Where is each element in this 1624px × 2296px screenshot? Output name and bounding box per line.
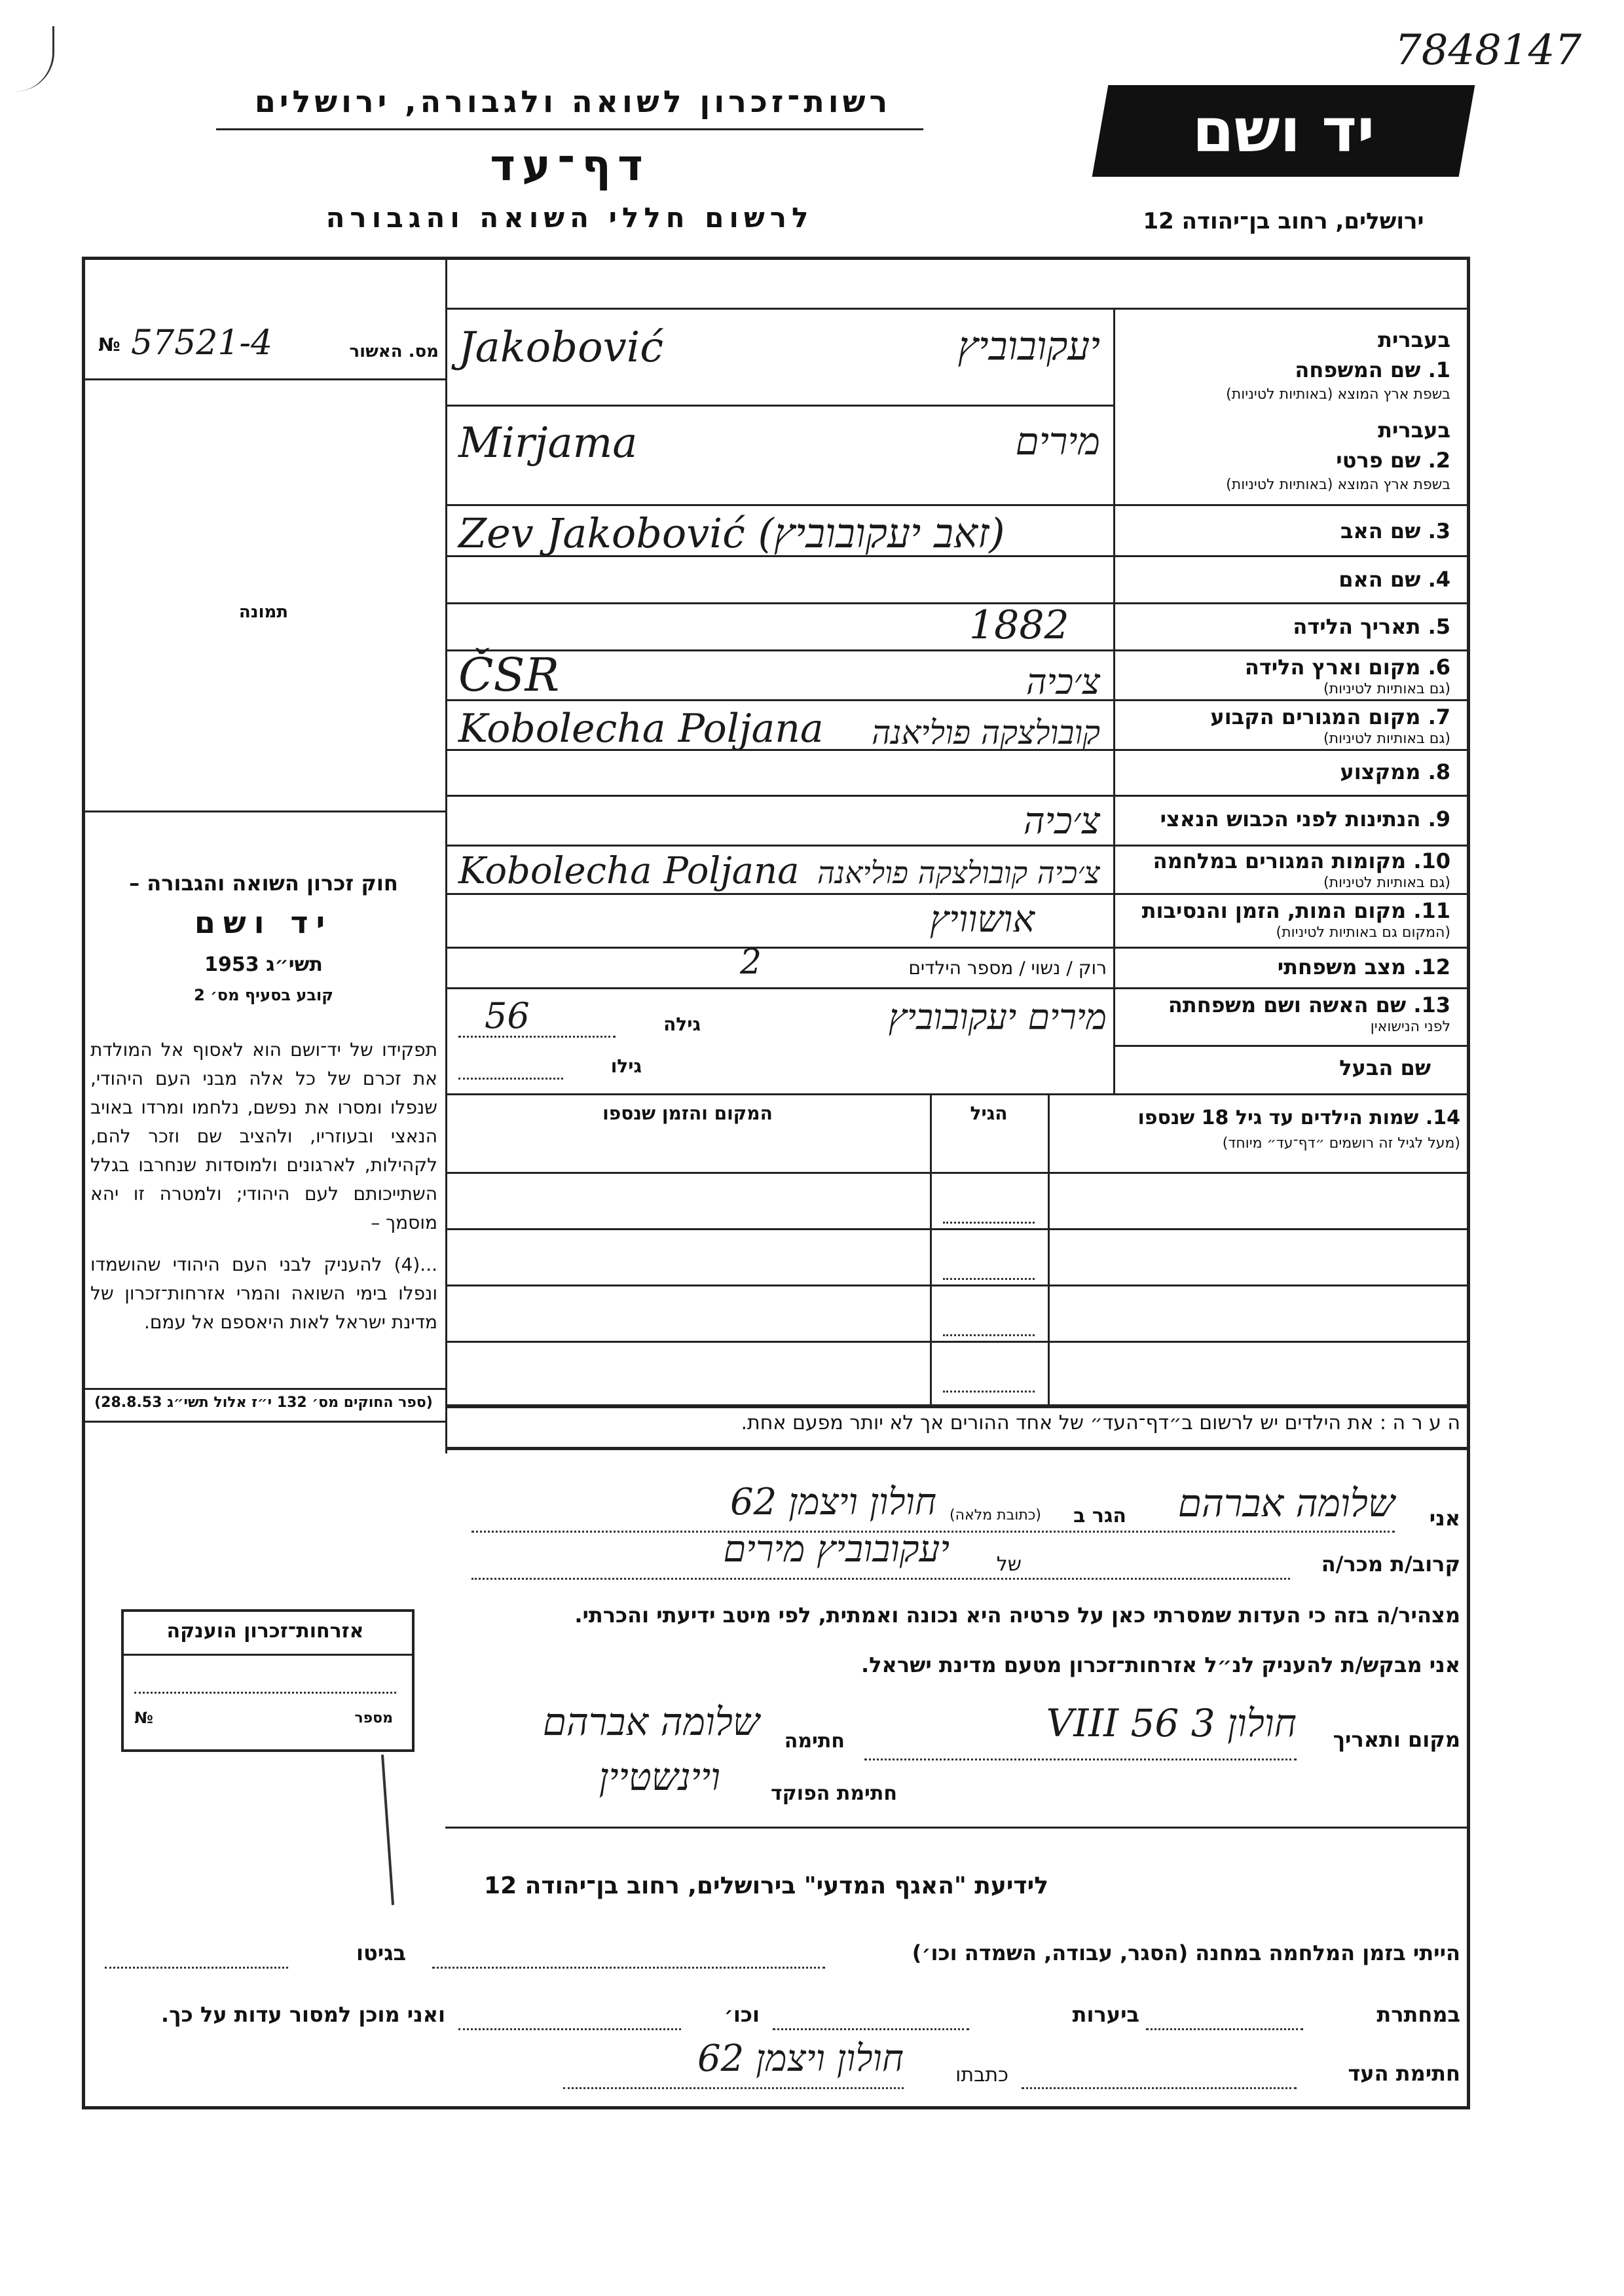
info-line2-c: וכו׳ <box>724 2002 760 2027</box>
law-source: (ספר החוקים מס׳ 132 י״ז אלול תשי״ג 28.8.53) <box>94 1394 433 1411</box>
approval-label: מס. האשור <box>349 342 439 361</box>
field-7-rule <box>445 749 1470 751</box>
law-text-2: ...(4) להעניק לבני העם היהודי שהושמדו ונפלו בימי השואה והמרי אזרחות־זכרון של מדינת ישראל לאות היאספם אל עמם. <box>90 1254 437 1333</box>
header-rule <box>216 128 923 130</box>
children-row-rule-1 <box>445 1172 1470 1174</box>
children-age-dotted-1 <box>943 1222 1035 1224</box>
field-7-sub: (גם באותיות לטיניות) <box>1323 731 1450 747</box>
field-12-value: 2 <box>740 943 762 982</box>
info-line1-dotted-a <box>432 1967 825 1969</box>
field-2-value-hebrew: מירים <box>1015 419 1100 464</box>
logo-text: יד ושם <box>1192 96 1375 166</box>
children-row-rule-4 <box>445 1341 1470 1343</box>
field-2-label: 2. שם פרטי <box>1336 448 1450 473</box>
field-11-rule <box>445 947 1470 949</box>
field-9-value: צ׳כיה <box>1023 800 1100 843</box>
citizenship-box-dotted <box>134 1692 396 1694</box>
field-3-value: Zev Jakobović (זאב יעקובוביץ) <box>458 509 1005 557</box>
field-11-sub: (המקום גם באותיות לטיניות) <box>1276 924 1450 941</box>
field-13-age-label: גילה <box>663 1013 701 1035</box>
decl-relative-value: יעקובוביץ מירים <box>723 1528 950 1571</box>
decl-relative-label: קרוב/ת מכר/ה <box>1321 1552 1460 1576</box>
info-line2-b: ביערות <box>1072 2002 1139 2027</box>
field-3-rule <box>445 555 1470 557</box>
citizenship-box-title: אזרחות־זכרון הוענקה <box>166 1620 364 1643</box>
decl-statement: מצהיר/ה בזה כי העדות שמסרתי כאן על פרטיה היא נכונה ואמתית, לפי מיטב ידיעתי והכרתי. <box>574 1603 1460 1628</box>
decl-full-address-label: (כתובת מלאה) <box>950 1507 1041 1523</box>
decl-residing-label: הגר ב <box>1073 1504 1126 1527</box>
law-year: תשי״ג 1953 <box>204 953 323 976</box>
note-rule <box>445 1447 1470 1450</box>
field-13-label: 13. שם האשה ושם משפחתה <box>1168 993 1450 1017</box>
decl-place-date-value: חולון 3 VIII 56 <box>1046 1701 1297 1745</box>
field-6-value-latin: ČSR <box>458 648 560 702</box>
decl-of-label: של <box>996 1553 1022 1576</box>
info-line2-a: במחתרת <box>1376 2002 1460 2027</box>
info-line1-dotted-b <box>105 1967 288 1969</box>
field-13-age-dotted <box>458 1036 616 1038</box>
info-line1-a: הייתי בזמן המלחמה במחנה (הסגר, עבודה, השמדה וכו׳) <box>912 1941 1460 1965</box>
info-line2-d: ואני מוכן למסור עדות על כך. <box>160 2002 445 2027</box>
decl-bottom-rule <box>445 1827 1470 1829</box>
children-row-rule-2 <box>445 1228 1470 1230</box>
field-8-label: 8. ממקצוע <box>1340 759 1450 784</box>
decl-signature-value: שלומה אברהם <box>542 1700 760 1744</box>
info-line1-b: בגיטו <box>356 1941 406 1965</box>
decl-i-label: אני <box>1429 1506 1460 1531</box>
info-line3-address-label: כתבתו <box>955 2064 1008 2086</box>
info-line3-dotted-b <box>563 2087 904 2089</box>
corner-mark <box>0 26 54 92</box>
decl-clerk-value: ויינשטיין <box>599 1755 720 1799</box>
field-4-label: 4. שם האם <box>1338 567 1450 592</box>
husband-age-dotted <box>458 1078 563 1080</box>
info-line2-dotted-c <box>458 2028 681 2030</box>
field-2-value-latin: Mirjama <box>458 419 638 467</box>
approval-prefix: № <box>98 334 120 355</box>
field-9-label: 9. הנתינות לפני הכבוש הנאצי <box>1160 807 1450 831</box>
top-rule <box>445 308 1470 310</box>
citizenship-number-label: מספר <box>354 1710 393 1726</box>
field-5-rule <box>445 649 1470 651</box>
children-col-place: המקום והזמן שנספו <box>602 1102 773 1124</box>
children-age-dotted-2 <box>943 1278 1035 1280</box>
field-1-rule <box>445 405 1113 407</box>
field-1-sub: בשפת ארץ המוצא (באותיות לטיניות) <box>1226 386 1450 403</box>
field-2-sub: בשפת ארץ המוצא (באותיות לטיניות) <box>1226 477 1450 493</box>
field-1-value-hebrew: יעקובוביץ <box>957 323 1100 369</box>
field-3-label: 3. שם האב <box>1340 519 1450 543</box>
photo-label: תמונה <box>238 602 289 622</box>
field-5-label: 5. תאריך הלידה <box>1293 614 1450 639</box>
info-line3-address-value: חולון ויצמן 62 <box>697 2037 904 2080</box>
field-10-value-latin: Kobolecha Poljana <box>458 850 800 892</box>
field-13-value: מירים יעקובוביץ <box>888 996 1107 1038</box>
husband-label: שם הבעל <box>1339 1055 1431 1080</box>
children-col-age: הגיל <box>970 1102 1008 1124</box>
children-col-divider-2 <box>1048 1093 1050 1404</box>
children-row-rule-3 <box>445 1285 1470 1286</box>
approval-number: 57521-4 <box>131 323 273 363</box>
husband-age-label: גילו <box>610 1055 642 1077</box>
field-7-value-latin: Kobolecha Poljana <box>458 706 824 752</box>
children-sub: (מעל לגיל זה רושמים ״דף־עד״ מיוחד) <box>1222 1135 1460 1152</box>
law-title: חוק זכרון השואה והגבורה – <box>129 871 398 896</box>
decl-place-date-label: מקום ותאריך <box>1333 1727 1460 1752</box>
info-line3-label: חתימת העד <box>1348 2061 1460 2086</box>
field-6-rule <box>445 699 1470 701</box>
left-column-divider <box>445 257 447 1453</box>
field-2-hebrew-tag: בעברית <box>1378 418 1450 443</box>
children-col-divider-1 <box>930 1093 932 1404</box>
info-line2-dotted-b <box>773 2028 969 2030</box>
authority-line: רשות־זכרון לשואה ולגבורה, ירושלים <box>254 84 892 119</box>
law-name: יד ושם <box>194 905 333 940</box>
field-6-sub: (גם באותיות לטיניות) <box>1323 681 1450 697</box>
stamp-number: 7848147 <box>1395 26 1582 75</box>
citizenship-number-prefix: № <box>134 1709 153 1727</box>
field-4-rule <box>445 602 1470 604</box>
children-age-dotted-3 <box>943 1334 1035 1336</box>
field-13-age-value: 56 <box>485 995 530 1036</box>
husband-rule <box>445 1093 1470 1095</box>
field-2-rule <box>445 504 1470 506</box>
field-10-rule <box>445 893 1470 895</box>
decl-signature-label: חתימה <box>784 1730 845 1753</box>
field-13-sub: לפני הנישואין <box>1370 1019 1450 1035</box>
decl-line-3 <box>864 1758 1297 1760</box>
field-13-rule <box>1113 1045 1470 1047</box>
declarant-name: שלומה אברהם <box>1177 1481 1395 1525</box>
children-age-dotted-4 <box>943 1391 1035 1393</box>
field-10-value-hebrew: צ׳כיה קובולצקה פוליאנה <box>817 855 1100 890</box>
field-7-label: 7. מקום המגורים הקבוע <box>1210 704 1450 729</box>
field-9-rule <box>445 845 1470 847</box>
decl-request: אני מבקש/ת להעניק לנ״ל אזרחות־זכרון מטעם מדינת ישראל. <box>861 1652 1460 1677</box>
field-8-rule <box>445 795 1470 797</box>
field-1-hebrew-tag: בעברית <box>1378 327 1450 352</box>
note: ה ע ר ה : את הילדים יש לרשום ב״דף־העד״ של אחד ההורים אך לא יותר מפעם אחת. <box>741 1412 1460 1434</box>
info-line3-dotted-a <box>1022 2087 1297 2089</box>
law-section: קובע בסעיף מס׳ 2 <box>194 986 333 1004</box>
form-subtitle: לרשום חללי השואה והגבורה <box>325 202 814 234</box>
info-line2-dotted-a <box>1146 2028 1303 2030</box>
address-line: ירושלים, רחוב בן־יהודה 12 <box>1143 208 1424 234</box>
decl-address-value: חולון ויצמן 62 <box>730 1481 936 1523</box>
field-1-value-latin: Jakobović <box>458 323 664 372</box>
children-label: 14. שמות הילדים עד גיל 18 שנספו <box>1137 1106 1460 1129</box>
field-6-value-hebrew: צ׳כיה <box>1026 661 1100 702</box>
field-12-label: 12. מצב משפחתי <box>1277 955 1450 979</box>
field-11-value: אושוויץ <box>929 898 1035 941</box>
decl-clerk-label: חתימת הפוקד <box>771 1782 897 1805</box>
law-source-bottom-rule <box>82 1421 445 1423</box>
field-1-label: 1. שם המשפחה <box>1295 357 1450 382</box>
field-5-value: 1882 <box>969 602 1069 648</box>
field-12-rule <box>445 987 1470 989</box>
field-10-label: 10. מקומות המגורים במלחמה <box>1153 848 1450 873</box>
field-11-label: 11. מקום המות, הזמן והנסיבות <box>1141 898 1450 923</box>
photo-rule <box>82 811 445 812</box>
decl-line-2 <box>471 1578 1290 1580</box>
field-10-sub: (גם באותיות לטיניות) <box>1323 875 1450 891</box>
field-6-label: 6. מקום וארץ הלידה <box>1244 655 1450 680</box>
approval-rule <box>82 378 445 380</box>
field-7-value-hebrew: קובולצקה פוליאנה <box>871 714 1100 752</box>
field-12-options: רוק / נשוי / מספר הילדים <box>908 957 1107 979</box>
children-bottom-rule <box>445 1404 1470 1408</box>
form-title: דף־עד <box>490 140 650 191</box>
law-source-top-rule <box>82 1388 445 1390</box>
law-text-1: תפקידו של יד־ושם הוא לאסוף אל המולדת את זכרם של כל אלה מבני העם היהודי, שנפלו ומסרו את נפשם, נלחמו ומרדו באויב הנאצי ובעוזריו, ולהציב שם וזכר להם, לקהילות, לארגונים ולמוסדות שנחרבו בגלל השתייכותם לעם היהודי; ולמטרה זו יהא מוסמך – <box>90 1039 437 1233</box>
citizenship-box-rule <box>121 1654 412 1656</box>
info-notice: לידיעת "האגף המדעי" בירושלים, רחוב בן־יהודה 12 <box>484 1872 1048 1899</box>
